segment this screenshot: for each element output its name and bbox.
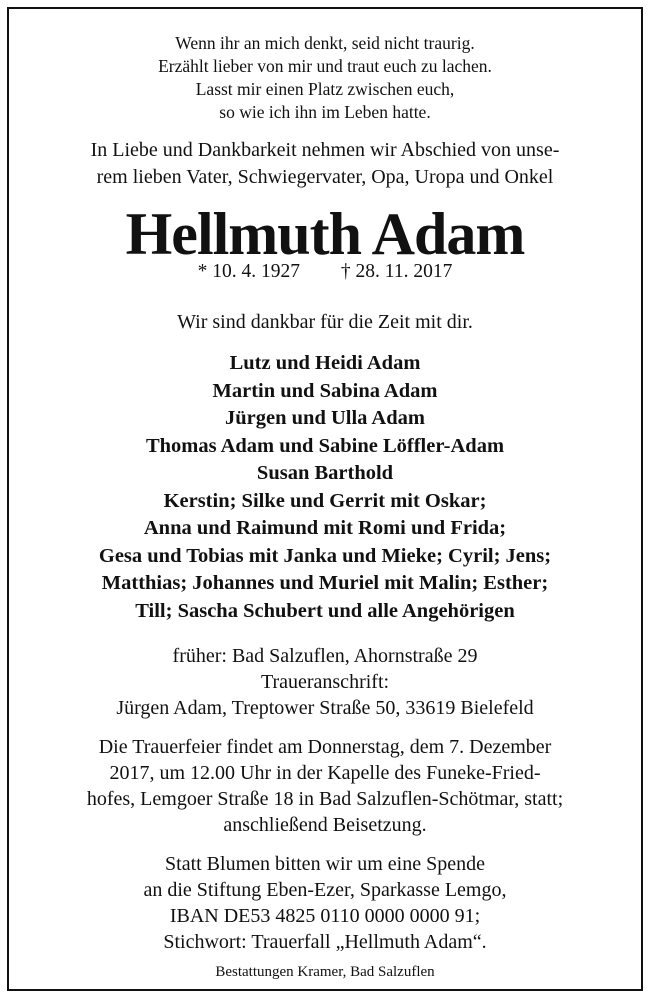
life-dates <box>9 259 641 285</box>
donation-line: IBAN DE53 4825 0110 0000 0000 91; <box>169 905 481 927</box>
address-block <box>9 643 641 721</box>
ceremony-line: Die Trauerfeier findet am Donnerstag, dem 7. Dezember <box>98 736 552 758</box>
ceremony-line: hofes, Lemgoer Straße 18 in Bad Salzuflen-Schötmar, statt; <box>86 788 564 810</box>
family-entry: Matthias; Johannes und Muriel mit Malin; Esther; <box>101 572 549 594</box>
family-entry: Lutz und Heidi Adam <box>229 352 421 374</box>
death-date: † 28. 11. 2017 <box>340 261 453 282</box>
donation-line: Statt Blumen bitten wir um eine Spende <box>165 853 485 875</box>
deceased-name: Hellmuth Adam <box>125 201 525 267</box>
donation-line: Stichwort: Trauerfall „Hellmuth Adam“. <box>163 931 487 953</box>
ceremony-line: 2017, um 12.00 Uhr in der Kapelle des Funeke-Fried- <box>109 762 541 784</box>
poem-line: Erzählt lieber von mir und traut euch zu lachen. <box>158 56 492 76</box>
ceremony-line: anschließend Beisetzung. <box>223 814 427 836</box>
donation-block <box>9 851 641 955</box>
thanks-line: Wir sind dankbar für die Zeit mit dir. <box>177 311 473 333</box>
family-entry: Susan Barthold <box>256 462 394 484</box>
birth-date: * 10. 4. 1927 <box>197 261 301 282</box>
family-entry: Jürgen und Ulla Adam <box>225 407 425 429</box>
family-entry: Martin und Sabina Adam <box>212 379 438 402</box>
family-list <box>9 350 641 625</box>
address-line: Traueranschrift: <box>260 671 390 693</box>
undertaker-credit: Bestattungen Kramer, Bad Salzuflen <box>215 964 435 980</box>
poem-line: Lasst mir einen Platz zwischen euch, <box>195 79 455 99</box>
obituary-notice <box>7 7 643 991</box>
donation-line: an die Stiftung Eben-Ezer, Sparkasse Lemgo, <box>143 879 507 901</box>
poem <box>9 32 641 124</box>
family-entry: Kerstin; Silke und Gerrit mit Oskar; <box>163 489 487 512</box>
family-entry: Till; Sascha Schubert und alle Angehörigen <box>135 599 515 622</box>
intro-text <box>9 137 641 191</box>
intro-line: rem lieben Vater, Schwiegervater, Opa, Uropa und Onkel <box>96 166 554 188</box>
address-line: Jürgen Adam, Treptower Straße 50, 33619 Bielefeld <box>116 697 534 719</box>
address-line: früher: Bad Salzuflen, Ahornstraße 29 <box>172 645 478 667</box>
ceremony-block <box>9 734 641 838</box>
family-entry: Anna und Raimund mit Romi und Frida; <box>143 517 507 539</box>
family-entry: Thomas Adam und Sabine Löffler-Adam <box>145 434 505 457</box>
family-entry: Gesa und Tobias mit Janka und Mieke; Cyril; Jens; <box>98 544 552 567</box>
poem-line: so wie ich ihn im Leben hatte. <box>219 102 431 122</box>
intro-line: In Liebe und Dankbarkeit nehmen wir Abschied von unse- <box>90 139 560 161</box>
poem-line: Wenn ihr an mich denkt, seid nicht traurig. <box>175 33 475 53</box>
